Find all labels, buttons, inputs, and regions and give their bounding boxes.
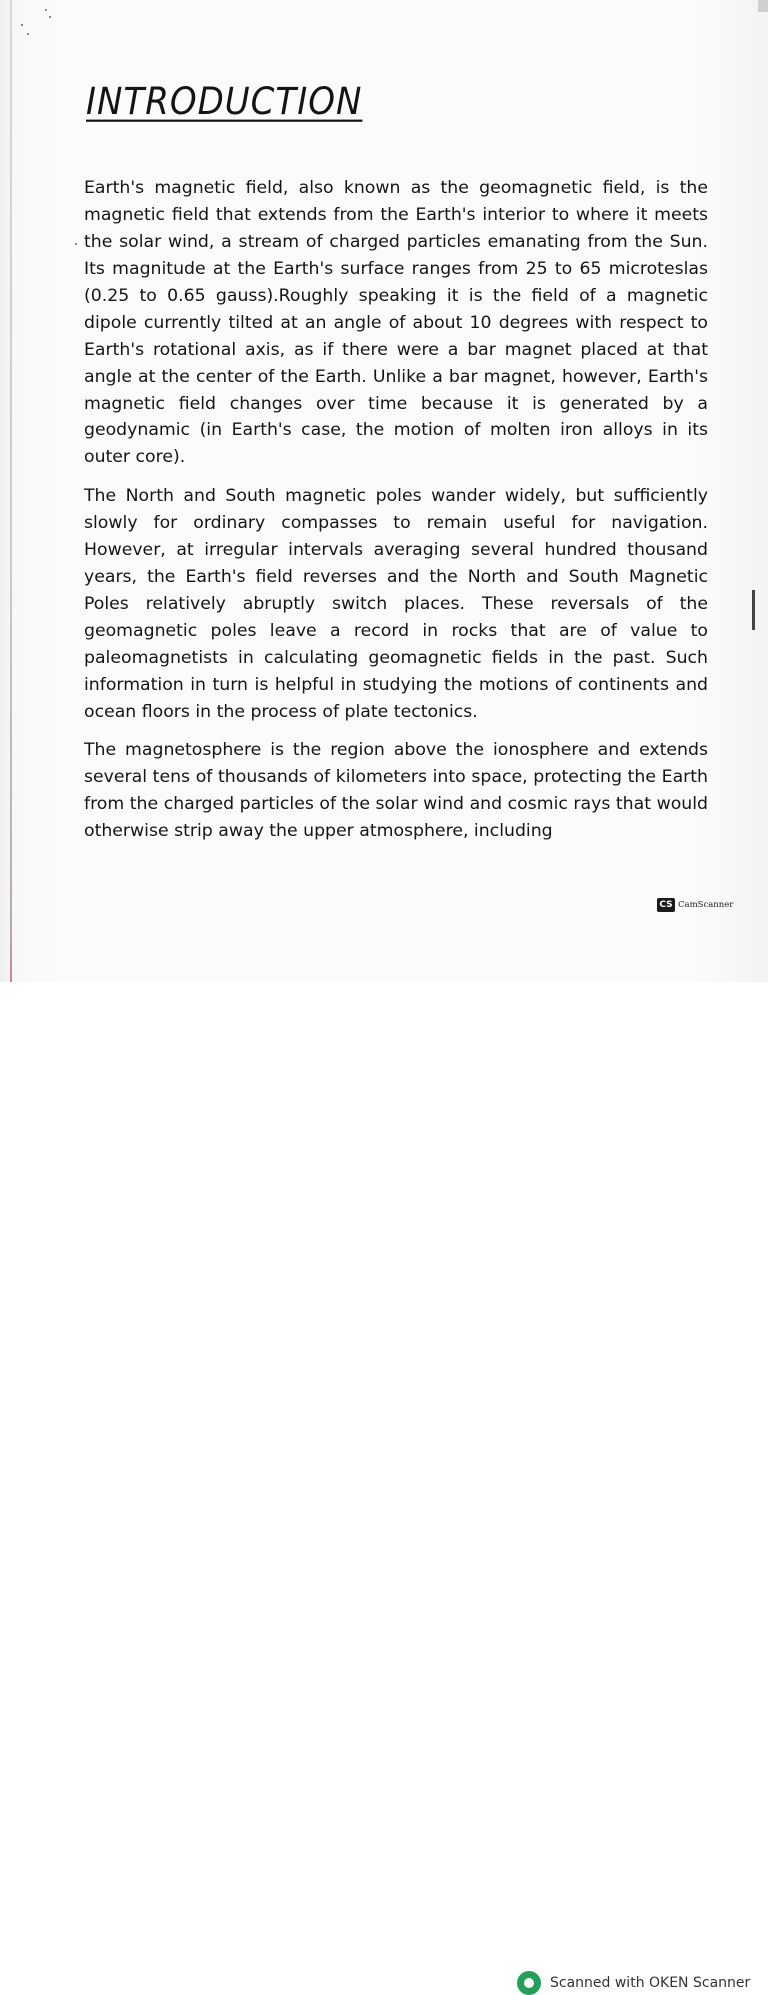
page-left-edge [10, 0, 12, 982]
page-right-edge-mark [752, 590, 755, 630]
camscanner-watermark [657, 897, 733, 913]
paragraph-geomagnetic-field: Earth's magnetic field, also known as the geomagnetic field, is the magnetic field that extends from the Earth's interior to where it meets the solar wind, a stream of charged particles emanating from the Sun. Its magnitude at the Earth's surface ranges from 25 to 65 microteslas (0.25 to 0.65 gauss).Roughly speaking it is the field of a magnetic dipole currently tilted at an angle of about 10 degrees with respect to Earth's rotational axis, as if there were a bar magnet placed at that angle at the center of the Earth. Unlike a bar magnet, however, Earth's magnetic field changes over time because it is generated by a geodynamic (in Earth's case, the motion of molten iron alloys in its outer core). [84, 178, 708, 468]
scan-speck [45, 9, 47, 11]
page-corner-shadow [758, 0, 768, 12]
scan-speck [21, 24, 23, 26]
scan-speck [49, 16, 51, 18]
scan-speck [27, 33, 29, 35]
camscanner-label: CamScanner [678, 900, 734, 910]
scanned-with-banner [517, 1971, 750, 1995]
scanned-with-text: Scanned with OKEN Scanner [550, 1975, 751, 1991]
paragraph-magnetic-poles: The North and South magnetic poles wander widely, but sufficiently slowly for ordinary compasses to remain useful for navigation. However, at irregular intervals averaging several hundred thousand years, the Earth's field reverses and the North and South Magnetic Poles relatively abruptly switch places. These reversals of the geomagnetic poles leave a record in rocks that are of value to paleomagnetists in calculating geomagnetic fields in the past. Such information in turn is helpful in studying the motions of continents and ocean floors in the process of plate tectonics. [84, 486, 708, 722]
oken-scanner-logo-icon [517, 1971, 541, 1995]
paragraph-magnetosphere: The magnetosphere is the region above the ionosphere and extends several tens of thousands of kilometers into space, protecting the Earth from the charged particles of the solar wind and cosmic rays that would otherwise strip away the upper atmosphere, including [84, 740, 708, 842]
scanner-footer [0, 982, 768, 1991]
page-title: INTRODUCTION [86, 80, 363, 124]
scanned-page [0, 0, 768, 982]
camscanner-icon: CS [657, 898, 675, 912]
scan-speck [75, 243, 77, 245]
